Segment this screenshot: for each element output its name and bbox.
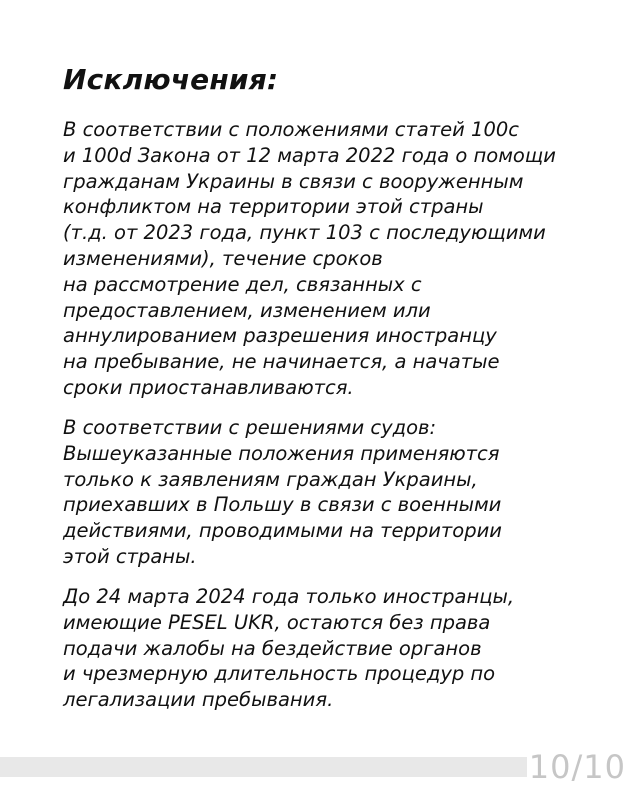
text-line: имеющие PESEL UKR, остаются без права [63, 610, 491, 634]
text-line: на пребывание, не начинается, а начатые [63, 350, 500, 374]
text-line: В соответствии с решениями судов: [63, 416, 437, 439]
footer-progress-bar [0, 757, 527, 777]
text-line: В соответствии с положениями статей 100с [63, 118, 519, 141]
text-line: действиями, проводимыми на территории [63, 519, 502, 543]
paragraph-court-decisions [63, 415, 502, 570]
text-line: конфликтом на территории этой страны [63, 195, 484, 219]
text-line: легализации пребывания. [63, 688, 334, 712]
text-line: только к заявлениям граждан Украины, [63, 467, 478, 491]
paragraph-exceptions-law [63, 117, 556, 401]
text-line: сроки приостанавливаются. [63, 375, 354, 399]
paragraph-deadline-note [63, 584, 514, 713]
text-line: приехавших в Польшу в связи с военными [63, 493, 502, 517]
text-line: и 100d Закона от 12 марта 2022 года о помощи [63, 143, 556, 167]
text-line: и чрезмерную длительность процедур по [63, 662, 496, 686]
text-line: предоставлением, изменением или [63, 298, 431, 322]
text-line: этой страны. [63, 544, 197, 568]
text-line: (т.д. от 2023 года, пункт 103 с последующими [63, 221, 546, 245]
text-line: гражданам Украины в связи с вооруженным [63, 169, 524, 193]
page-counter: 10/10 [528, 748, 626, 786]
text-line: Вышеуказанные положения применяются [63, 441, 500, 465]
text-line: изменениями), течение сроков [63, 246, 383, 270]
page-heading: Исключения: [63, 63, 279, 96]
text-line: на рассмотрение дел, связанных с [63, 272, 422, 296]
text-line: подачи жалобы на бездействие органов [63, 636, 482, 660]
text-line: До 24 марта 2024 года только иностранцы, [63, 585, 515, 608]
text-line: аннулированием разрешения иностранцу [63, 324, 497, 348]
